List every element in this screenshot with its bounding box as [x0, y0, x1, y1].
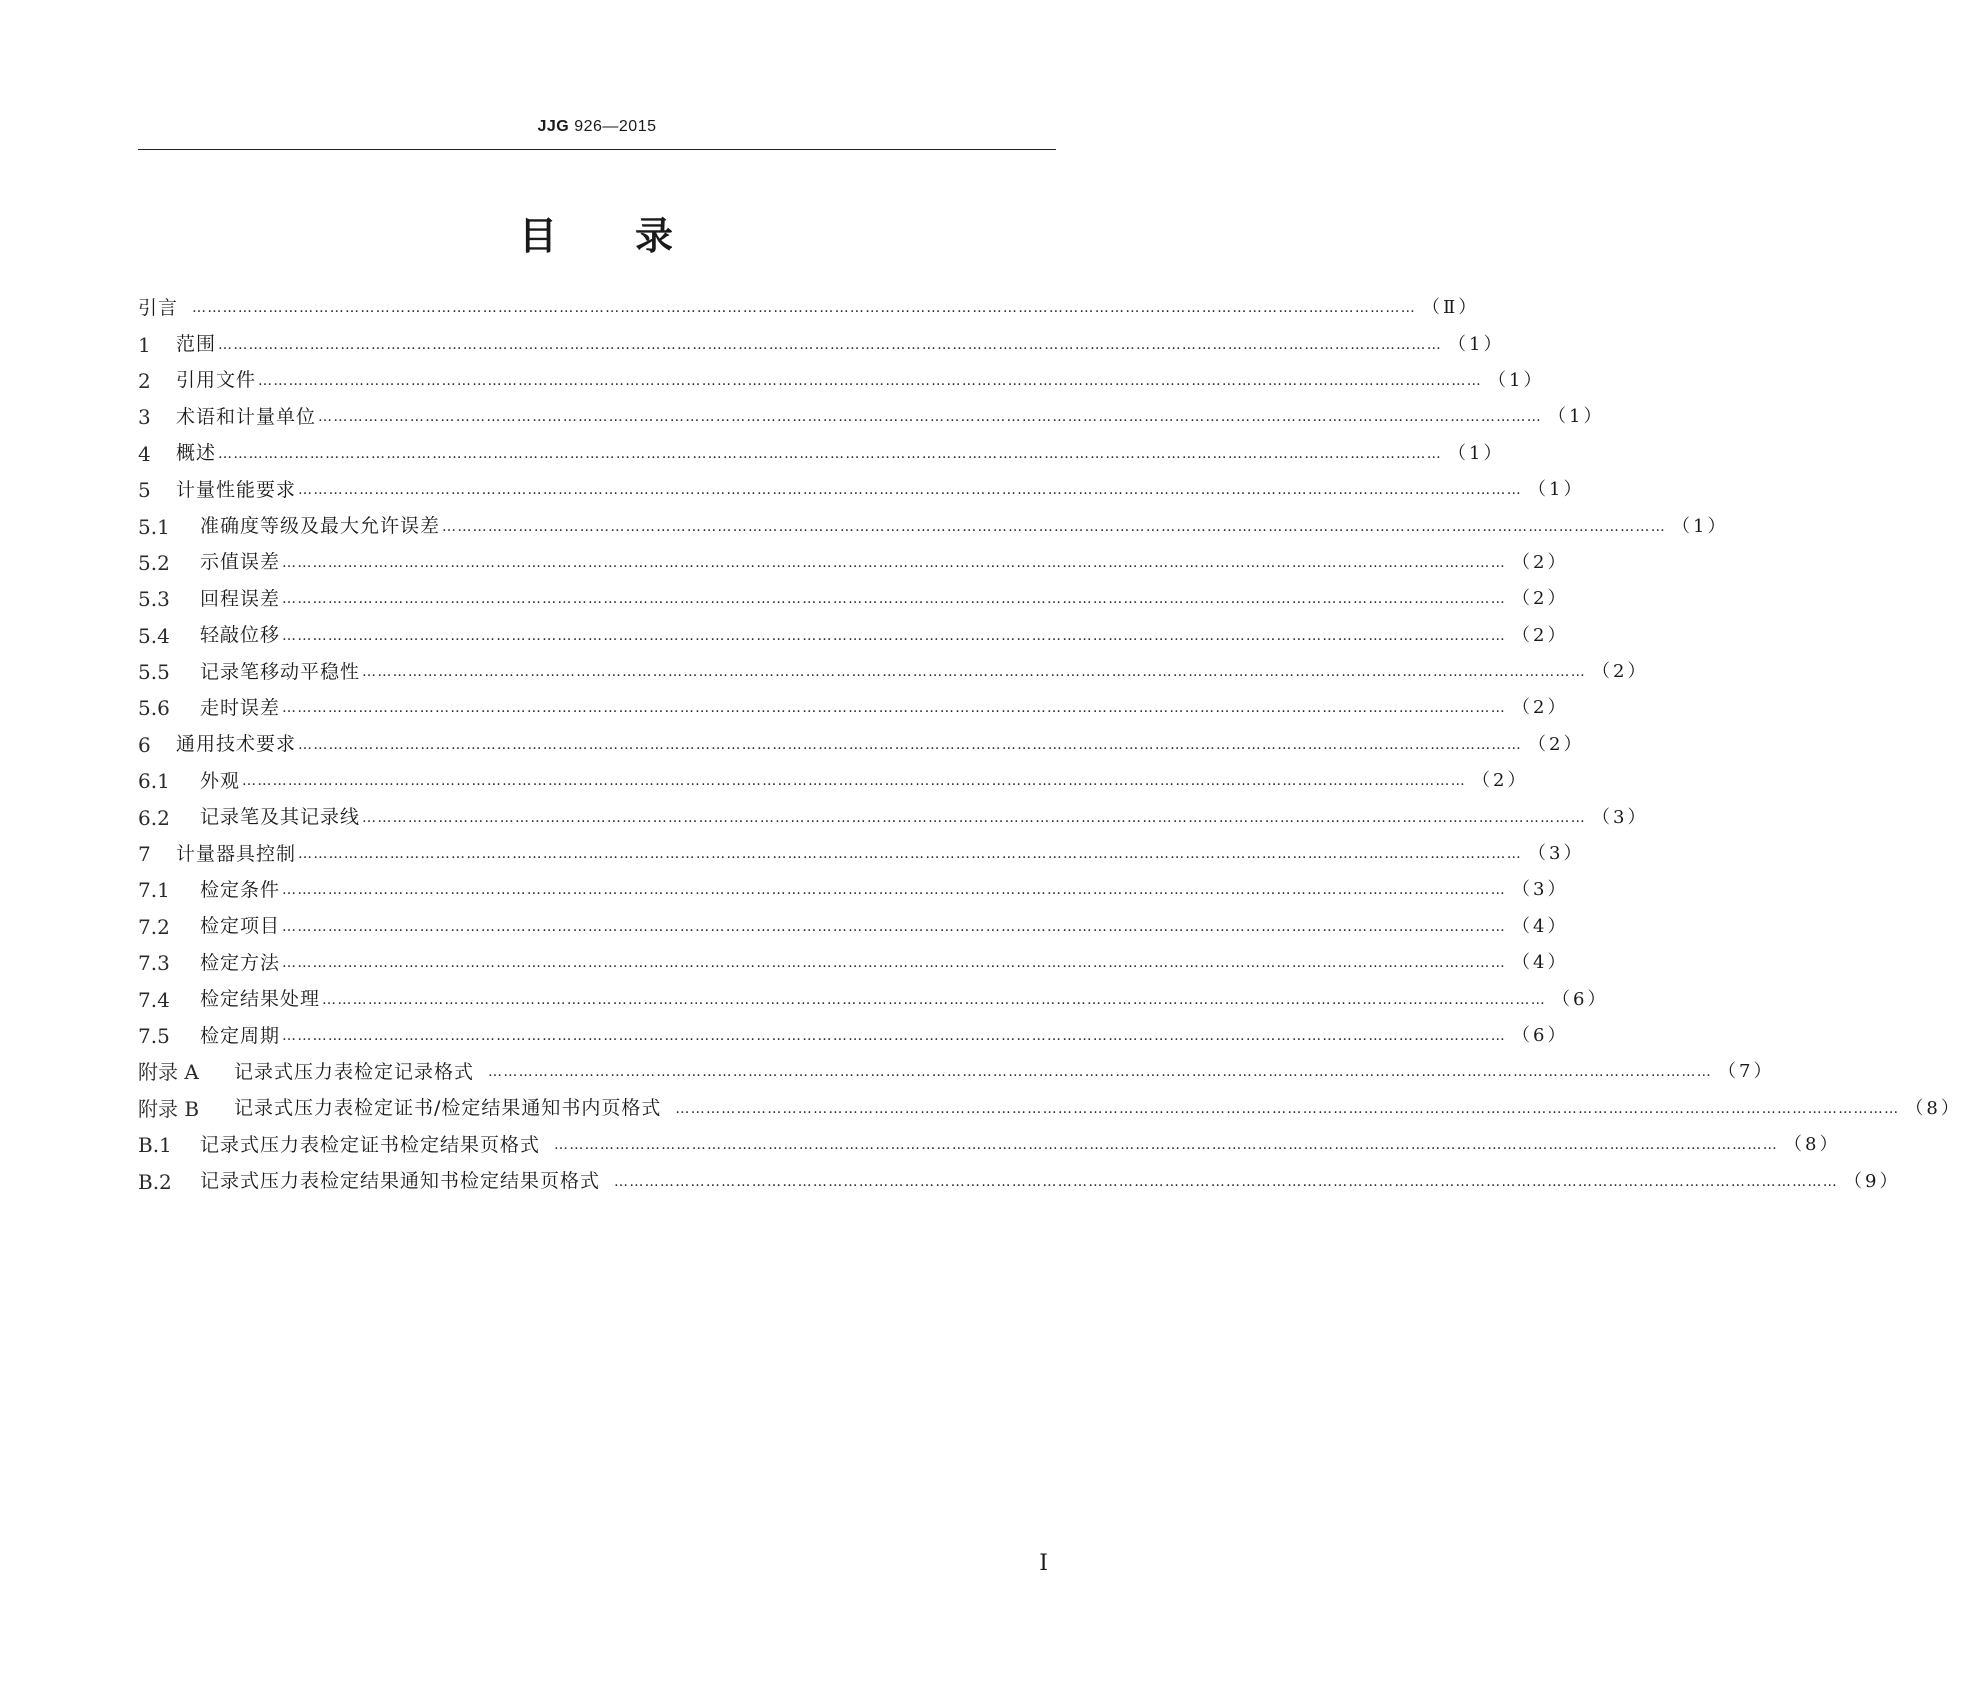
toc-entry-title: 记录式压力表检定结果通知书检定结果页格式 — [200, 1170, 601, 1193]
toc-entry[interactable] — [138, 909, 1569, 945]
toc-entry-page: （2） — [1592, 661, 1649, 683]
toc-entry-page: （2） — [1528, 733, 1585, 755]
toc-entry-title: 记录式压力表检定证书/检定结果通知书内页格式 — [234, 1097, 662, 1120]
toc-entry-number: 附录 A — [138, 1060, 199, 1085]
toc-entry-number: 5 — [138, 478, 151, 503]
toc-entry-title: 通用技术要求 — [176, 733, 297, 756]
toc-dot-leader: …………………………………………………………………………………………………………………………………………………………………………………………………………………… — [218, 445, 1443, 462]
toc-entry-number: 2 — [138, 368, 151, 393]
toc-entry-page: （1） — [1548, 406, 1605, 428]
toc-dot-leader: …………………………………………………………………………………………………………………………………………………………………………………………………………………… — [442, 518, 1667, 535]
toc-entry-number: B.1 — [138, 1133, 172, 1158]
toc-entry-number: 5.3 — [138, 587, 170, 612]
toc-entry-title: 检定结果处理 — [200, 988, 321, 1011]
toc-entry[interactable] — [138, 363, 1545, 399]
title-char-2: 录 — [635, 214, 676, 258]
toc-entry-number: 7.3 — [138, 951, 170, 976]
toc-entry[interactable] — [138, 799, 1649, 835]
toc-dot-leader: …………………………………………………………………………………………………………………………………………………………………………………………………………………… — [282, 700, 1507, 717]
toc-dot-leader: …………………………………………………………………………………………………………………………………………………………………………………………………………………… — [318, 409, 1543, 426]
toc-entry-number: 5.5 — [138, 660, 170, 685]
toc-entry[interactable] — [138, 872, 1569, 908]
toc-entry[interactable] — [138, 399, 1605, 435]
toc-dot-leader: …………………………………………………………………………………………………………………………………………………………………………………………………………………… — [258, 372, 1483, 389]
toc-dot-leader: …………………………………………………………………………………………………………………………………………………………………………………………………………………… — [282, 882, 1507, 899]
toc-entry-number: 4 — [138, 441, 151, 466]
toc-entry-page: （Ⅱ） — [1422, 297, 1480, 319]
toc-entry[interactable] — [138, 436, 1505, 472]
toc-entry-title: 示值误差 — [200, 551, 281, 574]
table-of-contents — [138, 290, 1962, 1200]
title-char-1: 目 — [518, 214, 559, 258]
toc-dot-leader: …………………………………………………………………………………………………………………………………………………………………………………………………………………… — [362, 664, 1587, 681]
toc-entry-number: 附录 B — [138, 1096, 200, 1121]
toc-dot-leader: …………………………………………………………………………………………………………………………………………………………………………………………………………………… — [554, 1137, 1779, 1154]
toc-entry[interactable] — [138, 290, 1480, 326]
toc-entry-title: 计量性能要求 — [176, 478, 297, 501]
toc-dot-leader: …………………………………………………………………………………………………………………………………………………………………………………………………………………… — [322, 991, 1547, 1008]
running-header — [138, 118, 1056, 136]
toc-entry-title: 检定周期 — [200, 1024, 281, 1047]
toc-entry[interactable] — [138, 1127, 1841, 1163]
toc-entry-title: 记录笔及其记录线 — [200, 806, 361, 829]
toc-entry-page: （4） — [1512, 915, 1569, 937]
toc-entry-title: 轻敲位移 — [200, 624, 281, 647]
page-number: Ⅰ — [1039, 1551, 1048, 1576]
toc-entry-number: 7.1 — [138, 878, 170, 903]
toc-entry-title: 回程误差 — [200, 587, 281, 610]
toc-entry[interactable] — [138, 945, 1569, 981]
toc-entry-page: （9） — [1844, 1170, 1901, 1192]
toc-entry-page: （1） — [1448, 442, 1505, 464]
toc-entry[interactable] — [138, 1054, 1775, 1090]
toc-dot-leader: …………………………………………………………………………………………………………………………………………………………………………………………………………………… — [282, 627, 1507, 644]
toc-dot-leader: …………………………………………………………………………………………………………………………………………………………………………………………………………………… — [242, 773, 1467, 790]
toc-entry-title: 检定项目 — [200, 915, 281, 938]
toc-dot-leader: …………………………………………………………………………………………………………………………………………………………………………………………………………………… — [218, 336, 1443, 353]
toc-entry-title: 记录式压力表检定证书检定结果页格式 — [200, 1133, 541, 1156]
toc-entry-page: （3） — [1592, 806, 1649, 828]
toc-entry-title: 记录笔移动平稳性 — [200, 660, 361, 683]
toc-entry[interactable] — [138, 836, 1585, 872]
toc-dot-leader: …………………………………………………………………………………………………………………………………………………………………………………………………………………… — [362, 809, 1587, 826]
toc-entry-page: （7） — [1718, 1061, 1775, 1083]
toc-entry[interactable] — [138, 545, 1569, 581]
toc-entry-title: 准确度等级及最大允许误差 — [200, 515, 441, 538]
toc-entry[interactable] — [138, 472, 1585, 508]
toc-entry-number: 7.5 — [138, 1024, 170, 1048]
toc-dot-leader: …………………………………………………………………………………………………………………………………………………………………………………………………………………… — [488, 1064, 1713, 1081]
toc-entry-title: 检定条件 — [200, 878, 281, 901]
toc-entry-title: 外观 — [200, 769, 241, 792]
toc-entry-page: （1） — [1448, 333, 1505, 355]
toc-entry-title: 引言 — [138, 296, 179, 319]
toc-entry-page: （2） — [1512, 624, 1569, 646]
standard-code: JJG — [537, 118, 570, 135]
toc-entry-number: 5.1 — [138, 514, 170, 539]
toc-entry-title: 记录式压力表检定记录格式 — [234, 1060, 475, 1083]
toc-entry[interactable] — [138, 1163, 1901, 1199]
toc-entry-number: 1 — [138, 332, 151, 357]
toc-dot-leader: …………………………………………………………………………………………………………………………………………………………………………………………………………………… — [282, 554, 1507, 571]
toc-entry-number: 5.2 — [138, 550, 170, 575]
toc-entry-page: （1） — [1672, 515, 1729, 537]
toc-entry-page: （6） — [1552, 988, 1609, 1010]
toc-entry-page: （2） — [1472, 770, 1529, 792]
toc-entry[interactable] — [138, 981, 1609, 1017]
toc-entry-title: 引用文件 — [176, 369, 257, 392]
toc-entry[interactable] — [138, 690, 1569, 726]
toc-entry-page: （3） — [1512, 879, 1569, 901]
header-rule — [138, 149, 1056, 150]
page-title — [138, 205, 1056, 260]
toc-entry-page: （1） — [1528, 479, 1585, 501]
toc-entry[interactable] — [138, 1018, 1569, 1054]
toc-entry-number: B.2 — [138, 1169, 172, 1194]
toc-dot-leader: …………………………………………………………………………………………………………………………………………………………………………………………………………………… — [298, 846, 1523, 863]
toc-entry-number: 5.4 — [138, 623, 170, 648]
standard-number: 926—2015 — [574, 118, 657, 135]
toc-entry[interactable] — [138, 618, 1569, 654]
toc-entry-page: （8） — [1784, 1134, 1841, 1156]
toc-entry-page: （6） — [1512, 1025, 1569, 1046]
toc-entry-title: 术语和计量单位 — [176, 405, 317, 428]
toc-dot-leader: …………………………………………………………………………………………………………………………………………………………………………………………………………………… — [614, 1173, 1839, 1190]
toc-entry[interactable] — [138, 508, 1729, 544]
toc-dot-leader: …………………………………………………………………………………………………………………………………………………………………………………………………………………… — [192, 300, 1417, 317]
toc-entry-page: （3） — [1528, 843, 1585, 865]
toc-entry-page: （2） — [1512, 588, 1569, 610]
toc-entry-number: 5.6 — [138, 696, 170, 721]
toc-dot-leader: …………………………………………………………………………………………………………………………………………………………………………………………………………………… — [282, 918, 1507, 935]
toc-entry[interactable] — [138, 763, 1529, 799]
toc-entry-title: 走时误差 — [200, 696, 281, 719]
toc-entry-number: 7.4 — [138, 987, 170, 1012]
toc-entry-page: （1） — [1488, 369, 1545, 391]
toc-entry-page: （8） — [1905, 1097, 1962, 1119]
toc-dot-leader: …………………………………………………………………………………………………………………………………………………………………………………………………………………… — [282, 591, 1507, 608]
toc-entry-page: （4） — [1512, 952, 1569, 974]
toc-entry-number: 6 — [138, 732, 151, 757]
toc-entry[interactable] — [138, 727, 1585, 763]
toc-entry-title: 检定方法 — [200, 951, 281, 974]
toc-dot-leader: …………………………………………………………………………………………………………………………………………………………………………………………………………………… — [282, 1028, 1507, 1044]
toc-entry-number: 6.2 — [138, 805, 170, 830]
toc-dot-leader: …………………………………………………………………………………………………………………………………………………………………………………………………………………… — [282, 955, 1507, 972]
toc-entry[interactable] — [138, 654, 1649, 690]
toc-entry-number: 7.2 — [138, 914, 170, 939]
toc-entry[interactable] — [138, 1091, 1962, 1127]
toc-entry-number: 6.1 — [138, 769, 170, 794]
toc-entry[interactable] — [138, 581, 1569, 617]
toc-entry[interactable] — [138, 326, 1505, 362]
toc-entry-title: 概述 — [176, 442, 217, 465]
toc-dot-leader: …………………………………………………………………………………………………………………………………………………………………………………………………………………… — [298, 482, 1523, 499]
toc-dot-leader: …………………………………………………………………………………………………………………………………………………………………………………………………………………… — [675, 1100, 1900, 1117]
toc-entry-page: （2） — [1512, 697, 1569, 719]
toc-entry-page: （2） — [1512, 551, 1569, 573]
toc-entry-number: 7 — [138, 842, 151, 867]
toc-entry-number: 3 — [138, 405, 151, 430]
toc-entry-title: 范围 — [176, 333, 217, 356]
toc-dot-leader: …………………………………………………………………………………………………………………………………………………………………………………………………………………… — [298, 736, 1523, 753]
toc-entry-title: 计量器具控制 — [176, 842, 297, 865]
